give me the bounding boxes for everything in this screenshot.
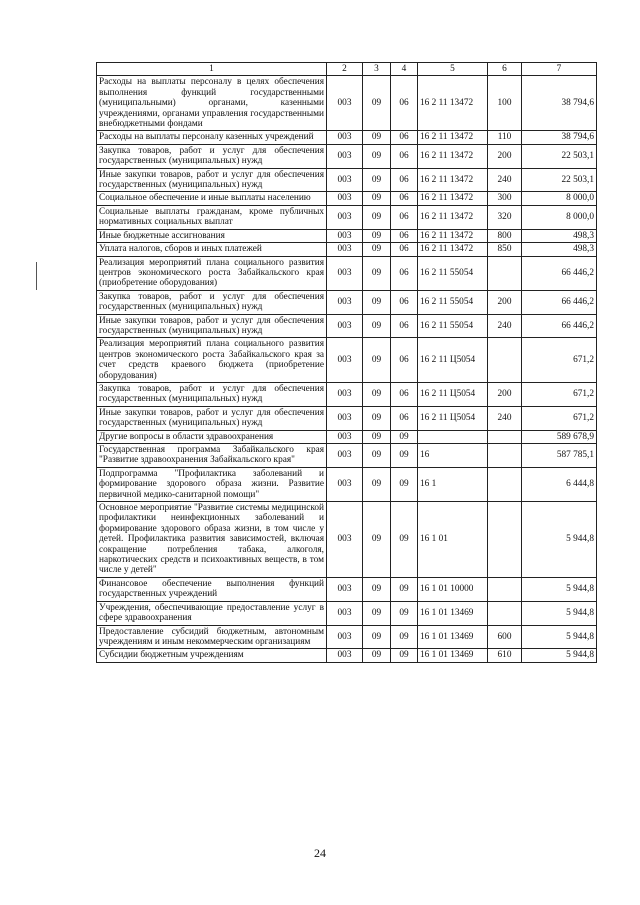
cell-name: Расходы на выплаты персоналу казенных учреждений xyxy=(97,131,327,144)
cell-section-code: 09 xyxy=(363,625,391,649)
table-row xyxy=(97,256,597,290)
cell-amount: 8 000,0 xyxy=(522,192,597,205)
cell-target-article: 16 1 01 13469 xyxy=(418,649,488,662)
cell-expense-type xyxy=(488,502,522,578)
cell-target-article: 16 2 11 13472 xyxy=(418,205,488,229)
column-header: 4 xyxy=(391,63,418,76)
cell-subsection-code: 06 xyxy=(391,76,418,131)
cell-name: Субсидии бюджетным учреждениям xyxy=(97,649,327,662)
cell-target-article: 16 1 01 13469 xyxy=(418,625,488,649)
cell-target-article xyxy=(418,430,488,443)
table-body xyxy=(97,76,597,662)
cell-name: Реализация мероприятий плана социального развития центров экономического роста Забайкальского края за счет средств краевого бюджета (приобретение оборудования) xyxy=(97,338,327,383)
column-header: 2 xyxy=(327,63,363,76)
cell-name: Реализация мероприятий плана социального развития центров экономического роста Забайкальского края (приобретение оборудования) xyxy=(97,256,327,290)
cell-ministry-code: 003 xyxy=(327,444,363,468)
cell-ministry-code: 003 xyxy=(327,502,363,578)
cell-subsection-code: 09 xyxy=(391,502,418,578)
cell-subsection-code: 09 xyxy=(391,444,418,468)
table-row xyxy=(97,601,597,625)
table-row xyxy=(97,430,597,443)
cell-amount: 671,2 xyxy=(522,382,597,406)
cell-subsection-code: 06 xyxy=(391,144,418,168)
cell-expense-type: 240 xyxy=(488,406,522,430)
cell-target-article: 16 2 11 13472 xyxy=(418,76,488,131)
table-row xyxy=(97,467,597,501)
cell-expense-type: 800 xyxy=(488,229,522,242)
margin-line-mark xyxy=(36,262,37,290)
cell-ministry-code: 003 xyxy=(327,168,363,192)
cell-name: Иные закупки товаров, работ и услуг для обеспечения государственных (муниципальных) нужд xyxy=(97,406,327,430)
cell-subsection-code: 09 xyxy=(391,649,418,662)
cell-section-code: 09 xyxy=(363,168,391,192)
cell-name: Государственная программа Забайкальского края "Развитие здравоохранения Забайкальского края" xyxy=(97,444,327,468)
table-row xyxy=(97,444,597,468)
cell-ministry-code: 003 xyxy=(327,406,363,430)
cell-section-code: 09 xyxy=(363,467,391,501)
cell-subsection-code: 06 xyxy=(391,192,418,205)
cell-amount: 38 794,6 xyxy=(522,131,597,144)
cell-subsection-code: 06 xyxy=(391,229,418,242)
column-header: 6 xyxy=(488,63,522,76)
cell-target-article: 16 1 01 10000 xyxy=(418,577,488,601)
cell-expense-type xyxy=(488,467,522,501)
cell-ministry-code: 003 xyxy=(327,625,363,649)
table-row xyxy=(97,131,597,144)
cell-subsection-code: 09 xyxy=(391,625,418,649)
cell-target-article: 16 2 11 55054 xyxy=(418,290,488,314)
cell-target-article: 16 2 11 13472 xyxy=(418,168,488,192)
cell-section-code: 09 xyxy=(363,430,391,443)
cell-name: Иные закупки товаров, работ и услуг для обеспечения государственных (муниципальных) нужд xyxy=(97,168,327,192)
cell-ministry-code: 003 xyxy=(327,601,363,625)
cell-expense-type xyxy=(488,430,522,443)
cell-expense-type xyxy=(488,338,522,383)
budget-table xyxy=(96,62,597,663)
table-row xyxy=(97,168,597,192)
table-row xyxy=(97,406,597,430)
cell-expense-type: 600 xyxy=(488,625,522,649)
table-row xyxy=(97,205,597,229)
table-row xyxy=(97,502,597,578)
cell-subsection-code: 06 xyxy=(391,338,418,383)
page-number: 24 xyxy=(314,846,326,860)
cell-section-code: 09 xyxy=(363,205,391,229)
cell-subsection-code: 06 xyxy=(391,205,418,229)
cell-name: Основное мероприятие "Развитие системы медицинской профилактики неинфекционных заболеваний и формирование здорового образа жизни, в том числе у детей. Профилактика развития зависимостей, включая сокращение потребления табака, алкоголя, наркотических средств и психоактивных веществ, в том числе у детей" xyxy=(97,502,327,578)
cell-expense-type xyxy=(488,577,522,601)
cell-ministry-code: 003 xyxy=(327,338,363,383)
cell-amount: 66 446,2 xyxy=(522,290,597,314)
cell-ministry-code: 003 xyxy=(327,430,363,443)
cell-amount: 671,2 xyxy=(522,406,597,430)
table-row xyxy=(97,229,597,242)
cell-subsection-code: 09 xyxy=(391,467,418,501)
cell-name: Закупка товаров, работ и услуг для обеспечения государственных (муниципальных) нужд xyxy=(97,290,327,314)
cell-expense-type xyxy=(488,601,522,625)
cell-ministry-code: 003 xyxy=(327,131,363,144)
cell-amount: 589 678,9 xyxy=(522,430,597,443)
cell-section-code: 09 xyxy=(363,601,391,625)
cell-section-code: 09 xyxy=(363,229,391,242)
cell-amount: 22 503,1 xyxy=(522,144,597,168)
cell-expense-type: 200 xyxy=(488,290,522,314)
cell-expense-type: 850 xyxy=(488,243,522,256)
table-row xyxy=(97,76,597,131)
cell-target-article: 16 2 11 Ц5054 xyxy=(418,382,488,406)
cell-subsection-code: 06 xyxy=(391,131,418,144)
cell-amount: 38 794,6 xyxy=(522,76,597,131)
cell-subsection-code: 06 xyxy=(391,243,418,256)
cell-expense-type xyxy=(488,444,522,468)
cell-subsection-code: 06 xyxy=(391,314,418,338)
cell-amount: 8 000,0 xyxy=(522,205,597,229)
table-row xyxy=(97,243,597,256)
cell-section-code: 09 xyxy=(363,444,391,468)
cell-target-article: 16 2 11 13472 xyxy=(418,192,488,205)
table-row xyxy=(97,382,597,406)
cell-name: Уплата налогов, сборов и иных платежей xyxy=(97,243,327,256)
cell-name: Расходы на выплаты персоналу в целях обеспечения выполнения функций государственными (муниципальными) органами, казенными учреждениями, органами управления государственными внебюджетными фондами xyxy=(97,76,327,131)
cell-amount: 671,2 xyxy=(522,338,597,383)
cell-name: Иные бюджетные ассигнования xyxy=(97,229,327,242)
table-row xyxy=(97,314,597,338)
cell-amount: 498,3 xyxy=(522,243,597,256)
cell-section-code: 09 xyxy=(363,144,391,168)
cell-section-code: 09 xyxy=(363,338,391,383)
column-header: 5 xyxy=(418,63,488,76)
column-header: 7 xyxy=(522,63,597,76)
cell-section-code: 09 xyxy=(363,382,391,406)
table-row xyxy=(97,192,597,205)
cell-section-code: 09 xyxy=(363,192,391,205)
cell-target-article: 16 1 01 xyxy=(418,502,488,578)
cell-target-article: 16 2 11 55054 xyxy=(418,256,488,290)
cell-name: Подпрограмма "Профилактика заболеваний и формирование здорового образа жизни. Развитие первичной медико-санитарной помощи" xyxy=(97,467,327,501)
table-header-row xyxy=(97,63,597,76)
cell-name: Иные закупки товаров, работ и услуг для обеспечения государственных (муниципальных) нужд xyxy=(97,314,327,338)
cell-target-article: 16 2 11 13472 xyxy=(418,243,488,256)
cell-name: Предоставление субсидий бюджетным, автономным учреждениям и иным некоммерческим организациям xyxy=(97,625,327,649)
cell-section-code: 09 xyxy=(363,243,391,256)
cell-subsection-code: 06 xyxy=(391,290,418,314)
cell-target-article: 16 2 11 55054 xyxy=(418,314,488,338)
cell-section-code: 09 xyxy=(363,577,391,601)
cell-subsection-code: 09 xyxy=(391,430,418,443)
cell-subsection-code: 09 xyxy=(391,577,418,601)
table-row xyxy=(97,625,597,649)
cell-ministry-code: 003 xyxy=(327,76,363,131)
table-row xyxy=(97,290,597,314)
cell-target-article: 16 2 11 13472 xyxy=(418,229,488,242)
cell-target-article: 16 1 01 13469 xyxy=(418,601,488,625)
cell-amount: 5 944,8 xyxy=(522,625,597,649)
column-header: 1 xyxy=(97,63,327,76)
cell-section-code: 09 xyxy=(363,649,391,662)
cell-ministry-code: 003 xyxy=(327,243,363,256)
cell-name: Социальные выплаты гражданам, кроме публичных нормативных социальных выплат xyxy=(97,205,327,229)
cell-amount: 66 446,2 xyxy=(522,314,597,338)
cell-ministry-code: 003 xyxy=(327,467,363,501)
cell-ministry-code: 003 xyxy=(327,205,363,229)
cell-amount: 66 446,2 xyxy=(522,256,597,290)
cell-amount: 498,3 xyxy=(522,229,597,242)
cell-amount: 6 444,8 xyxy=(522,467,597,501)
cell-name: Учреждения, обеспечивающие предоставление услуг в сфере здравоохранения xyxy=(97,601,327,625)
table-row xyxy=(97,577,597,601)
cell-subsection-code: 06 xyxy=(391,382,418,406)
cell-target-article: 16 xyxy=(418,444,488,468)
cell-subsection-code: 06 xyxy=(391,406,418,430)
table-row xyxy=(97,338,597,383)
cell-name: Социальное обеспечение и иные выплаты населению xyxy=(97,192,327,205)
cell-ministry-code: 003 xyxy=(327,192,363,205)
cell-target-article: 16 2 11 Ц5054 xyxy=(418,338,488,383)
cell-expense-type: 100 xyxy=(488,76,522,131)
cell-section-code: 09 xyxy=(363,406,391,430)
cell-ministry-code: 003 xyxy=(327,256,363,290)
cell-subsection-code: 09 xyxy=(391,601,418,625)
cell-section-code: 09 xyxy=(363,314,391,338)
table-row xyxy=(97,649,597,662)
cell-section-code: 09 xyxy=(363,256,391,290)
cell-subsection-code: 06 xyxy=(391,256,418,290)
cell-ministry-code: 003 xyxy=(327,382,363,406)
cell-amount: 5 944,8 xyxy=(522,601,597,625)
cell-expense-type: 320 xyxy=(488,205,522,229)
cell-expense-type: 110 xyxy=(488,131,522,144)
cell-expense-type xyxy=(488,256,522,290)
cell-expense-type: 240 xyxy=(488,314,522,338)
cell-target-article: 16 1 xyxy=(418,467,488,501)
cell-name: Закупка товаров, работ и услуг для обеспечения государственных (муниципальных) нужд xyxy=(97,144,327,168)
cell-amount: 5 944,8 xyxy=(522,649,597,662)
cell-expense-type: 610 xyxy=(488,649,522,662)
cell-expense-type: 200 xyxy=(488,144,522,168)
cell-target-article: 16 2 11 13472 xyxy=(418,144,488,168)
cell-ministry-code: 003 xyxy=(327,229,363,242)
table-row xyxy=(97,144,597,168)
cell-section-code: 09 xyxy=(363,290,391,314)
cell-ministry-code: 003 xyxy=(327,577,363,601)
cell-amount: 587 785,1 xyxy=(522,444,597,468)
cell-subsection-code: 06 xyxy=(391,168,418,192)
cell-section-code: 09 xyxy=(363,76,391,131)
cell-expense-type: 300 xyxy=(488,192,522,205)
cell-target-article: 16 2 11 13472 xyxy=(418,131,488,144)
cell-name: Другие вопросы в области здравоохранения xyxy=(97,430,327,443)
cell-ministry-code: 003 xyxy=(327,314,363,338)
cell-amount: 5 944,8 xyxy=(522,577,597,601)
cell-expense-type: 200 xyxy=(488,382,522,406)
cell-amount: 22 503,1 xyxy=(522,168,597,192)
cell-expense-type: 240 xyxy=(488,168,522,192)
cell-name: Закупка товаров, работ и услуг для обеспечения государственных (муниципальных) нужд xyxy=(97,382,327,406)
cell-section-code: 09 xyxy=(363,502,391,578)
column-header: 3 xyxy=(363,63,391,76)
cell-amount: 5 944,8 xyxy=(522,502,597,578)
cell-name: Финансовое обеспечение выполнения функций государственных учреждений xyxy=(97,577,327,601)
cell-ministry-code: 003 xyxy=(327,649,363,662)
cell-ministry-code: 003 xyxy=(327,290,363,314)
cell-section-code: 09 xyxy=(363,131,391,144)
cell-target-article: 16 2 11 Ц5054 xyxy=(418,406,488,430)
cell-ministry-code: 003 xyxy=(327,144,363,168)
